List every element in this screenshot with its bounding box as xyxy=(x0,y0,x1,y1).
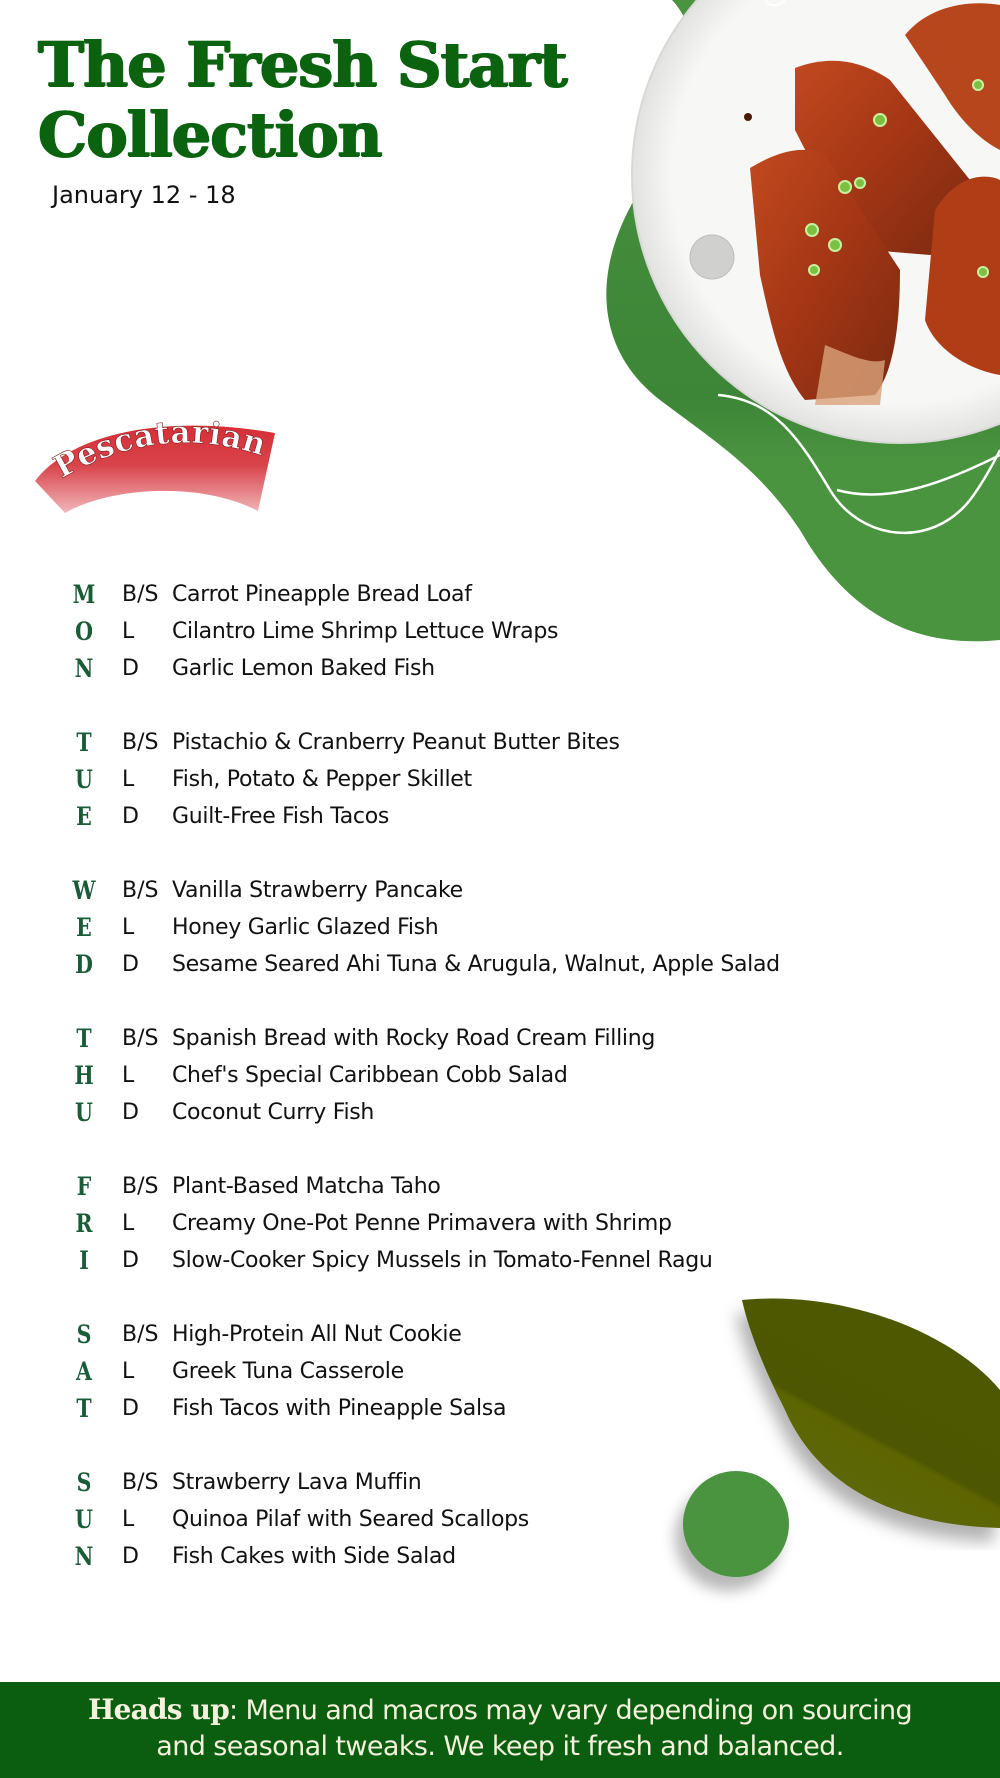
pescatarian-badge xyxy=(30,415,280,515)
meal-row xyxy=(0,798,1000,835)
meal-row xyxy=(0,761,1000,798)
meal-name: Chef's Special Caribbean Cobb Salad xyxy=(172,1063,568,1088)
meal-code: L xyxy=(122,619,135,644)
meal-name: Greek Tuna Casserole xyxy=(172,1359,404,1384)
meal-row xyxy=(0,1094,1000,1131)
day-wednesday xyxy=(0,872,1000,1020)
meal-code: L xyxy=(122,915,135,940)
meal-row xyxy=(0,724,1000,761)
meal-row xyxy=(0,909,1000,946)
meal-name: Creamy One-Pot Penne Primavera with Shrimp xyxy=(172,1211,672,1236)
meal-code: B/S xyxy=(122,1174,159,1199)
meal-name: Garlic Lemon Baked Fish xyxy=(172,656,435,681)
meal-row xyxy=(0,1168,1000,1205)
green-blob-icon xyxy=(600,0,1000,650)
meal-row xyxy=(0,650,1000,687)
meal-code: B/S xyxy=(122,582,159,607)
meal-name: Guilt-Free Fish Tacos xyxy=(172,804,390,829)
meal-code: L xyxy=(122,1063,135,1088)
meal-name: Slow-Cooker Spicy Mussels in Tomato-Fennel Ragu xyxy=(172,1248,713,1273)
day-thursday xyxy=(0,1020,1000,1168)
day-tuesday xyxy=(0,724,1000,872)
day-letter: H xyxy=(74,1061,94,1090)
day-letter: D xyxy=(75,950,93,979)
day-letter: U xyxy=(75,765,93,794)
meal-code: D xyxy=(122,804,139,829)
meal-code: L xyxy=(122,1359,135,1384)
meal-name: Fish Cakes with Side Salad xyxy=(172,1544,456,1569)
day-letter: W xyxy=(72,876,96,905)
meal-name: Coconut Curry Fish xyxy=(172,1100,375,1125)
day-letter: N xyxy=(74,1542,94,1571)
meal-name: Sesame Seared Ahi Tuna & Arugula, Walnut, Apple Salad xyxy=(172,952,780,977)
green-circle-icon xyxy=(683,1471,789,1577)
meal-code: L xyxy=(122,1507,135,1532)
day-letter: O xyxy=(75,617,93,646)
meal-code: B/S xyxy=(122,878,159,903)
meal-code: D xyxy=(122,952,139,977)
footer-text-1: Menu and macros may vary depending on sourcing xyxy=(245,1695,913,1726)
day-letter: E xyxy=(76,802,92,831)
meal-code: B/S xyxy=(122,1026,159,1051)
footer-line-1 xyxy=(0,1692,1000,1729)
page-title xyxy=(38,30,567,170)
meal-code: D xyxy=(122,656,139,681)
title-line-1: The Fresh Start xyxy=(38,28,567,101)
day-letter: A xyxy=(76,1357,92,1386)
meal-name: Quinoa Pilaf with Seared Scallops xyxy=(172,1507,529,1532)
meal-code: B/S xyxy=(122,1322,159,1347)
meal-name: Plant-Based Matcha Taho xyxy=(172,1174,441,1199)
meal-code: L xyxy=(122,767,135,792)
meal-row xyxy=(0,946,1000,983)
meal-name: Cilantro Lime Shrimp Lettuce Wraps xyxy=(172,619,559,644)
day-letter: I xyxy=(79,1246,89,1275)
footer-separator: : xyxy=(229,1695,246,1726)
day-letter: T xyxy=(76,1024,92,1053)
meal-code: D xyxy=(122,1396,139,1421)
day-letter: R xyxy=(75,1209,93,1238)
day-letter: U xyxy=(75,1505,93,1534)
hero-salmon-plate xyxy=(600,0,1000,650)
meal-code: D xyxy=(122,1100,139,1125)
meal-name: Fish, Potato & Pepper Skillet xyxy=(172,767,472,792)
meal-name: Pistachio & Cranberry Peanut Butter Bites xyxy=(172,730,620,755)
meal-name: Fish Tacos with Pineapple Salsa xyxy=(172,1396,507,1421)
meal-row xyxy=(0,1057,1000,1094)
meal-name: Carrot Pineapple Bread Loaf xyxy=(172,582,472,607)
meal-row xyxy=(0,872,1000,909)
meal-code: B/S xyxy=(122,1470,159,1495)
arch-banner-icon xyxy=(30,415,280,515)
day-letter: S xyxy=(76,1320,92,1349)
meal-row xyxy=(0,576,1000,613)
day-letter: M xyxy=(72,580,96,609)
footer-lead: Heads up xyxy=(87,1693,229,1726)
day-letter: E xyxy=(76,913,92,942)
meal-name: Spanish Bread with Rocky Road Cream Filling xyxy=(172,1026,656,1051)
date-range: January 12 - 18 xyxy=(52,181,236,209)
day-letter: S xyxy=(76,1468,92,1497)
meal-row xyxy=(0,613,1000,650)
meal-code: D xyxy=(122,1544,139,1569)
day-monday xyxy=(0,576,1000,724)
meal-code: B/S xyxy=(122,730,159,755)
meal-code: D xyxy=(122,1248,139,1273)
day-letter: F xyxy=(76,1172,92,1201)
meal-name: Honey Garlic Glazed Fish xyxy=(172,915,439,940)
meal-row xyxy=(0,1205,1000,1242)
meal-row xyxy=(0,1020,1000,1057)
badge-label: Pescatarian xyxy=(47,415,271,486)
meal-name: High-Protein All Nut Cookie xyxy=(172,1322,462,1347)
day-letter: U xyxy=(75,1098,93,1127)
footer-line-2: and seasonal tweaks. We keep it fresh and balanced. xyxy=(156,1731,844,1762)
meal-name: Vanilla Strawberry Pancake xyxy=(172,878,463,903)
day-letter: T xyxy=(76,728,92,757)
day-letter: T xyxy=(76,1394,92,1423)
day-letter: N xyxy=(74,654,94,683)
meal-name: Strawberry Lava Muffin xyxy=(172,1470,422,1495)
meal-code: L xyxy=(122,1211,135,1236)
title-line-2: Collection xyxy=(38,98,382,171)
footer-notice xyxy=(0,1682,1000,1778)
